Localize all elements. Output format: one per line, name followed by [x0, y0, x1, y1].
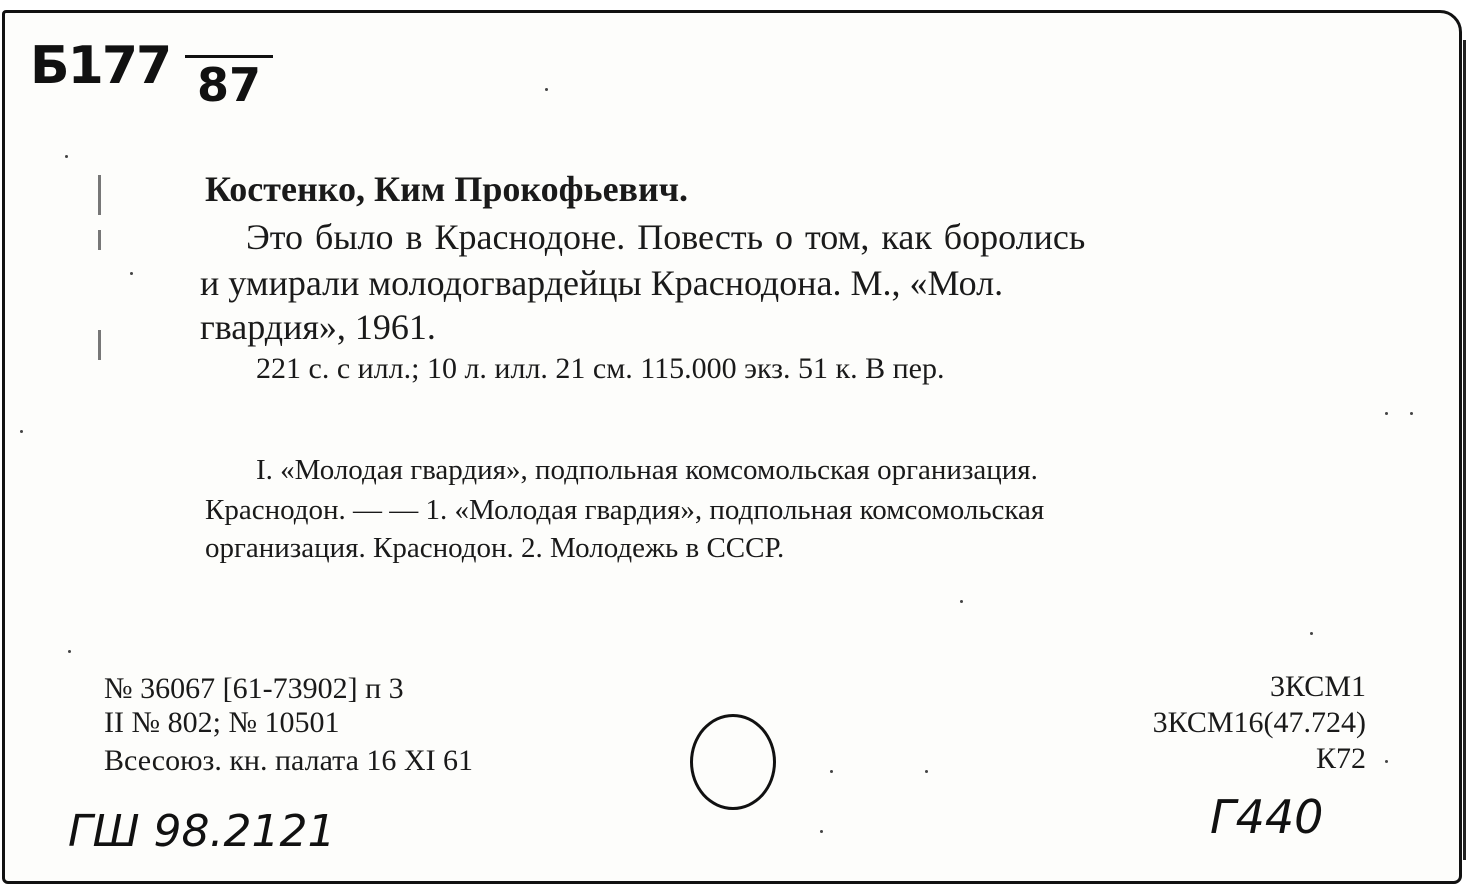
scan-mark [98, 230, 101, 250]
call-number-fraction [185, 55, 273, 110]
title-line: гвардия», 1961. [200, 307, 436, 347]
classification-code: 3КСМ16(47.724) [1152, 706, 1366, 739]
punch-hole-circle [690, 714, 776, 810]
fraction-number: 87 [196, 58, 261, 112]
scan-mark [98, 175, 101, 215]
speck [830, 770, 833, 773]
call-number: Б177 [30, 36, 171, 96]
author-heading: Костенко, Ким Прокофьевич. [205, 169, 689, 209]
card-edge [1463, 40, 1466, 860]
subject-line: организация. Краснодон. 2. Молодежь в СССР. [205, 532, 785, 564]
subject-line: I. «Молодая гвардия», подпольная комсомольская организация. [256, 454, 1038, 486]
speck [65, 155, 68, 158]
author-mark: К72 [1315, 742, 1366, 775]
title-line: и умирали молодогвардейцы Краснодона. М., «Мол. [200, 263, 1004, 303]
subject-line: Краснодон. — — 1. «Молодая гвардия», подпольная комсомольская [205, 494, 1045, 526]
speck [820, 830, 823, 833]
scan-mark [98, 330, 101, 360]
speck [1385, 760, 1388, 763]
title-line: Это было в Краснодоне. Повесть о том, как боролись [246, 217, 1086, 257]
speck [1410, 412, 1413, 415]
speck [925, 770, 928, 773]
speck [68, 650, 71, 653]
speck [960, 600, 963, 603]
speck [1310, 632, 1313, 635]
handwritten-inventory-number: ГШ 98.2121 [68, 806, 336, 857]
speck [545, 88, 548, 91]
classification-code: 3КСМ1 [1270, 670, 1366, 703]
registration-line: II № 802; № 10501 [104, 706, 340, 739]
handwritten-shelf-mark: Г440 [1210, 790, 1324, 844]
registration-line: Всесоюз. кн. палата 16 XI 61 [104, 744, 474, 777]
speck [20, 430, 23, 433]
speck [1385, 412, 1388, 415]
speck [130, 272, 133, 275]
registration-line: № 36067 [61-73902] п 3 [104, 672, 404, 705]
physical-description: 221 с. с илл.; 10 л. илл. 21 см. 115.000 экз. 51 к. В пер. [256, 352, 945, 385]
